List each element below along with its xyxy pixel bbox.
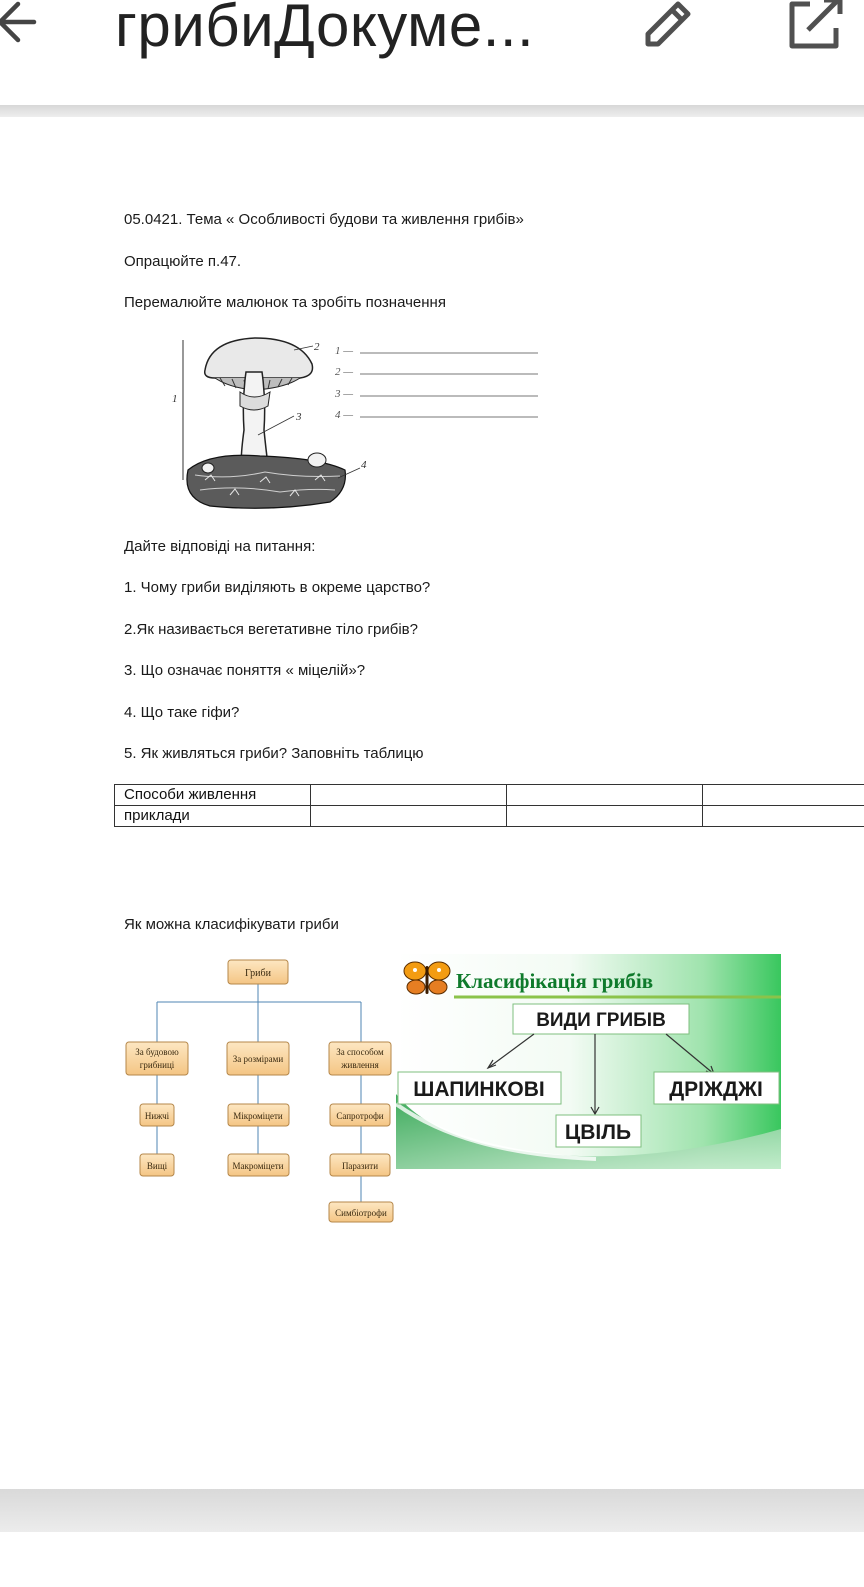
svg-text:Симбіотрофи: Симбіотрофи [335, 1208, 387, 1218]
figure-label-3: 3 [296, 411, 302, 423]
figure-label-1: 1 [172, 393, 178, 405]
tree-node-root [228, 960, 288, 984]
question-4: 4. Що таке гіфи? [124, 704, 240, 721]
answer-line-label-1: 1 — [335, 345, 354, 357]
pencil-icon [640, 0, 702, 52]
table-cell: Способи живлення [115, 785, 311, 806]
table-row [115, 785, 864, 806]
answer-line-label-2: 2 — [335, 366, 354, 378]
svg-text:Паразити: Паразити [341, 1161, 379, 1171]
answer-line-label-4: 4 — [335, 409, 354, 421]
svg-text:Мікроміцети: Мікроміцети [233, 1111, 283, 1121]
drawing-task: Перемалюйте малюнок та зробіть позначення [124, 294, 446, 311]
arrow-back-icon [0, 0, 52, 56]
butterfly-icon [404, 962, 450, 994]
open-external-icon [786, 0, 846, 52]
figure-label-4: 4 [361, 459, 367, 471]
svg-text:живлення: живлення [341, 1060, 379, 1070]
table-cell [507, 785, 703, 806]
svg-text:За розмірами: За розмірами [232, 1054, 284, 1064]
svg-text:грибниці: грибниці [139, 1060, 175, 1070]
banner-mold: ЦВІЛЬ [564, 1121, 632, 1144]
answer-line-label-3: 3 — [335, 388, 354, 400]
tree-leaf [228, 1104, 289, 1126]
table-cell [703, 806, 864, 827]
tree-leaf [140, 1104, 174, 1126]
questions-intro: Дайте відповіді на питання: [124, 538, 316, 555]
document-title: грибиДокуме... [115, 0, 535, 59]
svg-text:За будовою: За будовою [135, 1047, 179, 1057]
tree-node-structure [126, 1042, 188, 1075]
question-5: 5. Як живляться гриби? Заповніть таблицю [124, 745, 424, 762]
mushroom-figure [170, 330, 550, 515]
svg-text:Нижчі: Нижчі [144, 1111, 170, 1121]
banner-cap-mushrooms: ШАПИНКОВІ [413, 1078, 545, 1101]
table-cell [311, 785, 507, 806]
svg-text:Макроміцети: Макроміцети [232, 1161, 284, 1171]
svg-text:Гриби: Гриби [245, 968, 271, 979]
tree-leaf [330, 1154, 390, 1176]
table-cell: приклади [115, 806, 311, 827]
study-instruction: Опрацюйте п.47. [124, 253, 242, 270]
classify-prompt: Як можна класифікувати гриби [124, 916, 339, 933]
figure-label-2: 2 [314, 341, 320, 353]
table-cell [703, 785, 864, 806]
open-in-app-button[interactable] [786, 0, 846, 52]
svg-text:Вищі: Вищі [146, 1161, 168, 1171]
edit-button[interactable] [640, 0, 702, 52]
question-2: 2.Як називається вегетативне тіло грибів? [124, 621, 418, 638]
bottom-area [0, 1532, 864, 1587]
banner-title: Класифікація грибів [456, 969, 654, 993]
tree-leaf [329, 1202, 393, 1222]
classification-banner [396, 954, 781, 1169]
topic-line: 05.0421. Тема « Особливості будови та живлення грибів» [124, 211, 524, 228]
tree-leaf [228, 1154, 289, 1176]
classification-tree [121, 954, 401, 1224]
feeding-table [114, 784, 864, 827]
question-1: 1. Чому гриби виділяють в окреме царство? [124, 579, 431, 596]
svg-text:За способом: За способом [336, 1047, 384, 1057]
table-cell [507, 806, 703, 827]
svg-text:Сапротрофи: Сапротрофи [336, 1111, 384, 1121]
table-row [115, 806, 864, 827]
banner-yeasts: ДРІЖДЖІ [669, 1078, 763, 1101]
question-3: 3. Що означає поняття « міцелій»? [124, 662, 366, 679]
tree-leaf [140, 1154, 174, 1176]
app-bar-divider [0, 105, 864, 117]
tree-node-feeding [329, 1042, 391, 1075]
tree-node-size [227, 1042, 289, 1075]
banner-center-box: ВИДИ ГРИБІВ [536, 1010, 666, 1031]
table-cell [311, 806, 507, 827]
back-button[interactable] [0, 0, 52, 56]
tree-leaf [330, 1104, 390, 1126]
page-bottom-divider [0, 1489, 864, 1532]
top-app-bar [0, 0, 864, 105]
